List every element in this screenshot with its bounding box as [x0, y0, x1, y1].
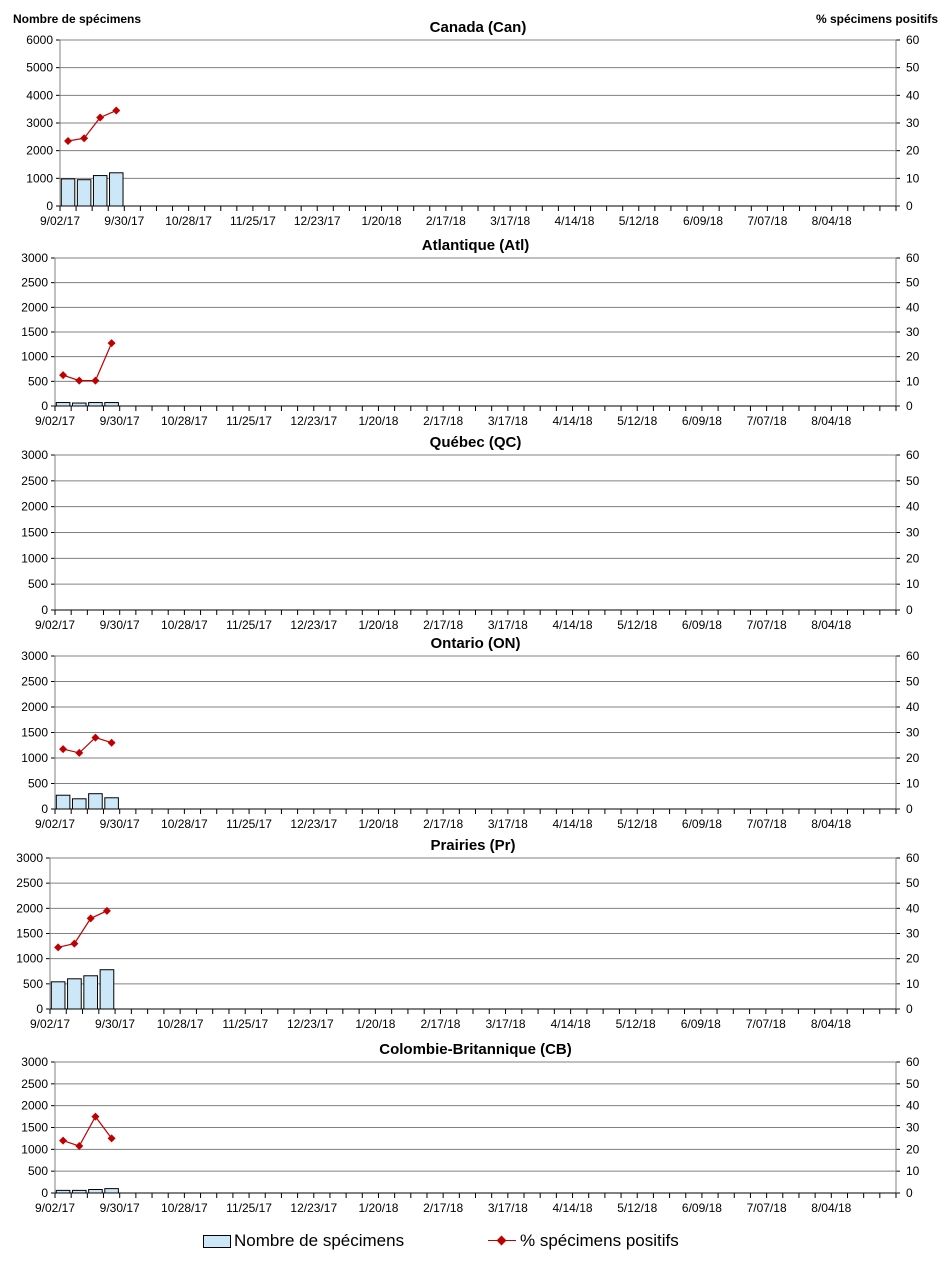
left-axis-title: Nombre de spécimens	[13, 12, 142, 26]
specimen-bar	[105, 403, 119, 406]
x-tick-label: 4/14/18	[554, 214, 595, 228]
x-tick-label: 10/28/17	[165, 214, 212, 228]
y-right-tick-label: 60	[906, 851, 920, 865]
specimen-bar	[89, 1190, 103, 1193]
x-tick-label: 6/09/18	[683, 214, 724, 228]
specimen-bar	[56, 1190, 70, 1193]
specimen-bar	[89, 403, 103, 406]
legend-bar-label: Nombre de spécimens	[234, 1231, 405, 1250]
y-left-tick-label: 2000	[16, 901, 43, 916]
x-tick-label: 3/17/18	[490, 214, 531, 228]
x-tick-label: 8/04/18	[811, 214, 852, 228]
y-left-tick-label: 500	[27, 577, 48, 592]
y-left-tick-label: 0	[46, 199, 53, 213]
chart-title: Colombie-Britannique (CB)	[379, 1041, 572, 1058]
y-left-tick-label: 3000	[21, 1055, 48, 1069]
x-tick-label: 11/25/17	[226, 618, 272, 632]
x-tick-label: 2/17/18	[423, 618, 464, 632]
positivity-point	[87, 914, 95, 922]
chart-panel	[21, 237, 919, 428]
y-left-tick-label: 1000	[16, 951, 43, 966]
x-tick-label: 10/28/17	[161, 1201, 208, 1215]
chart-panel	[21, 635, 919, 831]
x-tick-label: 12/23/17	[290, 414, 338, 428]
y-left-tick-label: 3000	[21, 649, 48, 663]
y-left-tick-label: 0	[41, 1186, 48, 1200]
x-tick-label: 3/17/18	[487, 618, 528, 632]
x-tick-label: 10/28/17	[161, 817, 208, 831]
y-right-tick-label: 30	[906, 325, 920, 339]
legend-line-label: % spécimens positifs	[520, 1231, 679, 1250]
y-left-tick-label: 2000	[21, 499, 48, 514]
x-tick-label: 11/25/17	[230, 214, 276, 228]
x-tick-label: 5/12/18	[617, 1201, 658, 1215]
chart-title: Atlantique (Atl)	[421, 237, 530, 254]
specimen-bar	[93, 176, 107, 206]
y-right-tick-label: 10	[906, 1164, 920, 1179]
x-tick-label: 11/25/17	[226, 817, 272, 831]
y-right-tick-label: 20	[906, 751, 920, 765]
x-tick-label: 8/04/18	[811, 817, 852, 831]
x-tick-label: 12/23/17	[286, 1017, 334, 1031]
x-tick-label: 2/17/18	[423, 817, 464, 831]
line-marker-icon	[488, 1234, 516, 1248]
y-left-tick-label: 3000	[26, 116, 53, 130]
y-left-tick-label: 3000	[21, 251, 48, 265]
y-left-tick-label: 3000	[21, 448, 48, 462]
x-tick-label: 11/25/17	[226, 1201, 272, 1215]
specimen-bar	[72, 403, 86, 406]
x-tick-label: 1/20/18	[355, 1017, 396, 1031]
x-tick-label: 9/30/17	[99, 817, 140, 831]
x-tick-label: 5/12/18	[617, 618, 658, 632]
chart-title: Québec (QC)	[429, 434, 522, 451]
positivity-point	[108, 739, 116, 747]
x-tick-label: 6/09/18	[681, 817, 722, 831]
positivity-point	[75, 377, 83, 385]
y-right-tick-label: 20	[906, 1142, 920, 1157]
positivity-line	[58, 911, 107, 947]
x-tick-label: 6/09/18	[681, 414, 722, 428]
x-tick-label: 3/17/18	[485, 1017, 526, 1031]
specimen-bar	[84, 976, 98, 1009]
y-right-tick-label: 0	[906, 399, 913, 413]
specimen-bar	[100, 970, 114, 1009]
x-tick-label: 1/20/18	[358, 414, 399, 428]
specimen-bar	[105, 1189, 119, 1193]
x-tick-label: 9/30/17	[104, 214, 145, 228]
y-right-tick-label: 0	[906, 1186, 913, 1200]
y-right-tick-label: 0	[906, 1002, 913, 1016]
positivity-line	[68, 111, 116, 141]
positivity-line	[63, 1117, 112, 1146]
x-tick-label: 8/04/18	[811, 414, 852, 428]
chart-panel	[16, 837, 919, 1031]
x-tick-label: 4/14/18	[550, 1017, 591, 1031]
y-right-tick-label: 0	[906, 199, 913, 213]
x-tick-label: 12/23/17	[293, 214, 341, 228]
y-left-tick-label: 2000	[21, 300, 48, 315]
y-left-tick-label: 1000	[21, 751, 48, 765]
x-tick-label: 6/09/18	[680, 1017, 721, 1031]
x-tick-label: 7/07/18	[746, 817, 787, 831]
y-left-tick-label: 2500	[21, 1076, 48, 1091]
positivity-point	[70, 940, 78, 948]
y-left-tick-label: 500	[22, 976, 43, 991]
y-right-tick-label: 10	[906, 171, 920, 186]
y-right-tick-label: 0	[906, 603, 913, 617]
x-tick-label: 7/07/18	[746, 414, 787, 428]
y-left-tick-label: 2500	[21, 473, 48, 488]
specimen-bar	[61, 179, 75, 206]
x-tick-label: 2/17/18	[423, 1201, 464, 1215]
y-right-tick-label: 40	[906, 700, 920, 714]
y-left-tick-label: 0	[36, 1002, 43, 1016]
x-tick-label: 7/07/18	[746, 618, 787, 632]
right-axis-title: % spécimens positifs	[815, 12, 938, 26]
specimen-bar	[110, 173, 124, 206]
y-left-tick-label: 2500	[21, 275, 48, 290]
x-tick-label: 9/30/17	[95, 1017, 136, 1031]
y-left-tick-label: 1000	[21, 551, 48, 566]
x-tick-label: 10/28/17	[161, 414, 208, 428]
x-tick-label: 2/17/18	[420, 1017, 461, 1031]
x-tick-label: 9/30/17	[99, 618, 140, 632]
positivity-point	[64, 137, 72, 145]
x-tick-label: 1/20/18	[358, 618, 399, 632]
y-right-tick-label: 40	[906, 1098, 920, 1113]
x-tick-label: 9/02/17	[39, 214, 81, 228]
y-right-tick-label: 50	[906, 275, 920, 290]
x-tick-label: 3/17/18	[487, 817, 528, 831]
y-right-tick-label: 60	[906, 1055, 920, 1069]
specimen-bar	[77, 180, 91, 206]
y-left-tick-label: 6000	[26, 33, 53, 47]
x-tick-label: 10/28/17	[161, 618, 208, 632]
x-tick-label: 7/07/18	[745, 1017, 786, 1031]
y-left-tick-label: 1500	[21, 325, 48, 339]
y-right-tick-label: 40	[906, 88, 920, 103]
y-right-tick-label: 20	[906, 143, 920, 158]
y-right-tick-label: 50	[906, 473, 920, 488]
y-left-tick-label: 1500	[21, 525, 48, 540]
x-tick-label: 9/30/17	[99, 414, 140, 428]
x-tick-label: 5/12/18	[617, 414, 658, 428]
specimen-bar	[68, 979, 82, 1009]
x-tick-label: 9/02/17	[34, 1201, 76, 1215]
x-tick-label: 8/04/18	[811, 1201, 852, 1215]
y-right-tick-label: 10	[906, 374, 920, 389]
specimen-bar	[89, 794, 103, 809]
legend	[0, 1231, 944, 1255]
y-right-tick-label: 30	[906, 725, 920, 740]
x-tick-label: 11/25/17	[222, 1017, 269, 1031]
chart-title: Ontario (ON)	[430, 635, 521, 652]
y-right-tick-label: 40	[906, 499, 920, 514]
y-right-tick-label: 20	[906, 951, 920, 966]
x-tick-label: 3/17/18	[487, 1201, 528, 1215]
x-tick-label: 9/30/17	[99, 1201, 140, 1215]
y-left-tick-label: 4000	[26, 88, 53, 103]
positivity-point	[112, 107, 120, 115]
y-left-tick-label: 5000	[26, 60, 53, 75]
bar-swatch-icon	[203, 1235, 231, 1248]
y-left-tick-label: 2000	[21, 1098, 48, 1113]
positivity-line	[63, 738, 112, 753]
y-right-tick-label: 20	[906, 551, 920, 566]
y-left-tick-label: 3000	[16, 851, 43, 865]
y-left-tick-label: 1000	[26, 171, 53, 186]
specimen-bar	[51, 982, 65, 1009]
y-left-tick-label: 500	[27, 1164, 48, 1179]
x-tick-label: 7/07/18	[747, 214, 788, 228]
y-left-tick-label: 1000	[21, 1142, 48, 1157]
y-right-tick-label: 50	[906, 674, 920, 689]
y-right-tick-label: 10	[906, 776, 920, 791]
y-left-tick-label: 0	[41, 603, 48, 617]
y-left-tick-label: 500	[27, 776, 48, 791]
y-right-tick-label: 10	[906, 976, 920, 991]
y-left-tick-label: 1500	[21, 725, 48, 740]
x-tick-label: 9/02/17	[34, 618, 76, 632]
chart-title: Prairies (Pr)	[430, 837, 516, 854]
specimen-bar	[72, 799, 86, 809]
x-tick-label: 6/09/18	[681, 1201, 722, 1215]
legend-item-bars	[203, 1231, 404, 1251]
x-tick-label: 1/20/18	[358, 1201, 399, 1215]
y-left-tick-label: 1000	[21, 349, 48, 364]
y-right-tick-label: 50	[906, 60, 920, 75]
specimen-bar	[56, 403, 70, 406]
y-right-tick-label: 30	[906, 926, 920, 941]
x-tick-label: 9/02/17	[34, 414, 76, 428]
y-right-tick-label: 30	[906, 1120, 920, 1135]
positivity-point	[108, 339, 116, 347]
x-tick-label: 2/17/18	[425, 214, 466, 228]
x-tick-label: 5/12/18	[615, 1017, 656, 1031]
y-left-tick-label: 500	[27, 374, 48, 389]
positivity-point	[54, 943, 62, 951]
x-tick-label: 11/25/17	[226, 414, 272, 428]
y-left-tick-label: 1500	[21, 1120, 48, 1135]
chart-title: Canada (Can)	[429, 19, 527, 36]
y-right-tick-label: 50	[906, 1076, 920, 1091]
specimen-bar	[56, 795, 70, 809]
x-tick-label: 12/23/17	[290, 817, 338, 831]
y-right-tick-label: 0	[906, 802, 913, 816]
y-right-tick-label: 60	[906, 649, 920, 663]
y-left-tick-label: 2500	[16, 876, 43, 891]
y-left-tick-label: 1500	[16, 926, 43, 941]
positivity-point	[91, 377, 99, 385]
y-right-tick-label: 10	[906, 577, 920, 592]
x-tick-label: 4/14/18	[552, 1201, 593, 1215]
y-right-tick-label: 30	[906, 116, 920, 130]
x-tick-label: 8/04/18	[811, 618, 852, 632]
y-right-tick-label: 60	[906, 448, 920, 462]
x-tick-label: 1/20/18	[361, 214, 402, 228]
x-tick-label: 3/17/18	[487, 414, 528, 428]
positivity-point	[59, 371, 67, 379]
y-right-tick-label: 60	[906, 251, 920, 265]
y-left-tick-label: 0	[41, 802, 48, 816]
x-tick-label: 12/23/17	[290, 1201, 338, 1215]
positivity-point	[59, 745, 67, 753]
x-tick-label: 9/02/17	[34, 817, 76, 831]
chart-panel	[21, 1041, 919, 1215]
y-right-tick-label: 30	[906, 525, 920, 540]
x-tick-label: 1/20/18	[358, 817, 399, 831]
x-tick-label: 6/09/18	[681, 618, 722, 632]
x-tick-label: 12/23/17	[290, 618, 338, 632]
y-right-tick-label: 40	[906, 901, 920, 916]
chart-panel	[21, 434, 919, 632]
x-tick-label: 4/14/18	[552, 817, 593, 831]
x-tick-label: 4/14/18	[552, 414, 593, 428]
y-right-tick-label: 60	[906, 33, 920, 47]
y-right-tick-label: 20	[906, 349, 920, 364]
chart-panel	[26, 19, 919, 228]
y-left-tick-label: 2000	[26, 143, 53, 158]
x-tick-label: 10/28/17	[156, 1017, 204, 1031]
positivity-point	[59, 1137, 67, 1145]
y-left-tick-label: 0	[41, 399, 48, 413]
y-right-tick-label: 40	[906, 300, 920, 315]
x-tick-label: 5/12/18	[617, 817, 658, 831]
y-right-tick-label: 50	[906, 876, 920, 891]
x-tick-label: 8/04/18	[810, 1017, 851, 1031]
positivity-line	[63, 343, 112, 380]
x-tick-label: 4/14/18	[552, 618, 593, 632]
y-left-tick-label: 2500	[21, 674, 48, 689]
y-left-tick-label: 2000	[21, 700, 48, 714]
x-tick-label: 7/07/18	[746, 1201, 787, 1215]
legend-item-line	[488, 1231, 679, 1251]
specimen-bar	[105, 798, 119, 809]
x-tick-label: 9/02/17	[29, 1017, 71, 1031]
x-tick-label: 5/12/18	[618, 214, 659, 228]
specimen-bar	[72, 1190, 86, 1193]
x-tick-label: 2/17/18	[423, 414, 464, 428]
